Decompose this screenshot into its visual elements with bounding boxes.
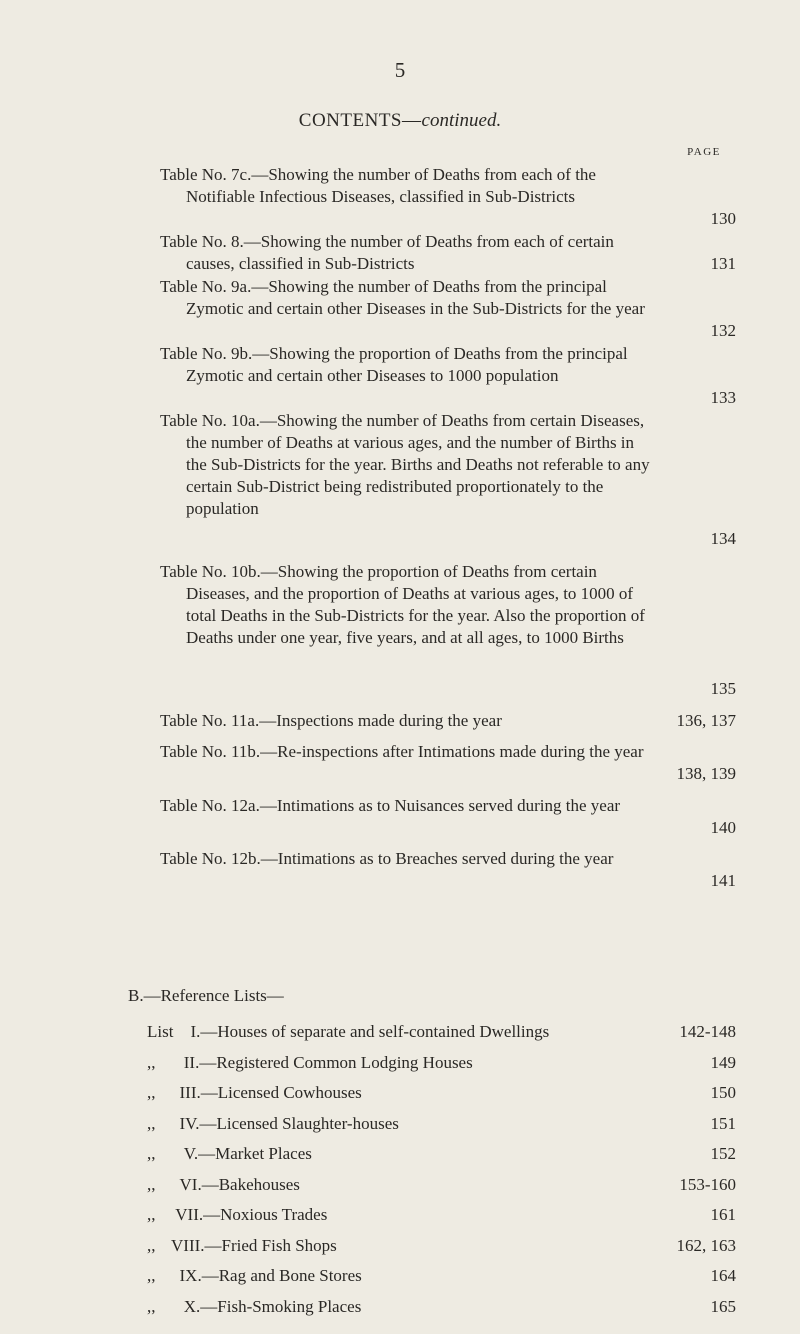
- entry-page: 130: [710, 209, 736, 228]
- entry-text: Table No. 11a.—Inspections made during the year: [160, 711, 502, 730]
- page-column-label: PAGE: [687, 146, 721, 158]
- entry-text: Table No. 7c.—Showing the number of Deaths from each of the Notifiable Infectious Diseases, classified in Sub-Districts: [160, 165, 596, 206]
- entry-page: 141: [710, 871, 736, 890]
- entry-page: 138, 139: [676, 764, 736, 783]
- entry-text: Table No. 11b.—Re-inspections after Intimations made during the year: [160, 742, 644, 761]
- heading-main: CONTENTS—: [298, 110, 422, 131]
- ditto-mark: ,,: [147, 1296, 156, 1316]
- list-page: 152: [710, 1144, 736, 1163]
- ditto-mark: ,,: [147, 1113, 156, 1133]
- list-text: I.—Houses of separate and self-contained Dwellings: [190, 1022, 550, 1041]
- list-page: 164: [710, 1266, 736, 1285]
- list-text: IV.—Licensed Slaughter-houses: [179, 1113, 399, 1133]
- ditto-mark: ,,: [147, 1235, 156, 1255]
- contents-heading: [0, 110, 800, 132]
- list-page: 153-160: [679, 1174, 736, 1194]
- list-page: 149: [710, 1052, 736, 1072]
- ditto-mark: ,,: [147, 1266, 156, 1285]
- entry-page: 134: [710, 529, 736, 548]
- section-heading: B.—Reference Lists—: [128, 986, 284, 1005]
- entry-page: 135: [710, 679, 736, 698]
- list-text: V.—Market Places: [183, 1144, 312, 1163]
- list-text: IX.—Rag and Bone Stores: [179, 1266, 362, 1285]
- entry-text: Table No. 10b.—Showing the proportion of Deaths from certain Diseases, and the proportion of Deaths at various ages, to 1000 of total Deaths in the Sub-Districts for the year. Also the proportion of Deaths under one year, five years, and at all ages, to 1000 Births: [160, 562, 645, 647]
- entry-text: Table No. 8.—Showing the number of Deaths from each of certain causes, classified in Sub-Districts: [160, 232, 614, 273]
- ditto-mark: ,,: [147, 1052, 156, 1072]
- list-text: VI.—Bakehouses: [179, 1174, 300, 1194]
- list-text: VII.—Noxious Trades: [175, 1205, 328, 1224]
- entry-text: Table No. 9a.—Showing the number of Deaths from the principal Zymotic and certain other Diseases in the Sub-Districts for the year: [160, 277, 645, 318]
- entry-page: 131: [710, 254, 736, 273]
- list-text: III.—Licensed Cowhouses: [179, 1083, 362, 1102]
- list-page: 151: [710, 1113, 736, 1133]
- list-page: 142-148: [679, 1022, 736, 1041]
- list-page: 161: [710, 1205, 736, 1224]
- list-text: II.—Registered Common Lodging Houses: [183, 1052, 473, 1072]
- ditto-mark: ,,: [147, 1205, 156, 1224]
- list-prefix: List: [147, 1022, 174, 1041]
- entry-text: Table No. 12a.—Intimations as to Nuisances served during the year: [160, 796, 621, 815]
- list-page: 165: [710, 1296, 736, 1316]
- entry-page: 136, 137: [676, 711, 736, 730]
- entry-text: Table No. 10a.—Showing the number of Deaths from certain Diseases, the number of Deaths at various ages, and the number of Births in the Sub-Districts for the year. Births and Deaths not referable to any certain Sub-District being redistributed proportionately to the population: [160, 411, 650, 518]
- list-text: X.—Fish-Smoking Places: [183, 1296, 362, 1316]
- heading-continued: continued.: [421, 110, 502, 131]
- entry-page: 132: [710, 321, 736, 340]
- ditto-mark: ,,: [147, 1083, 156, 1102]
- ditto-mark: ,,: [147, 1174, 156, 1194]
- list-page: 162, 163: [676, 1235, 736, 1255]
- ditto-mark: ,,: [147, 1144, 156, 1163]
- entry-text: Table No. 12b.—Intimations as to Breaches served during the year: [160, 849, 614, 868]
- entry-page: 140: [710, 818, 736, 837]
- list-page: 150: [710, 1083, 736, 1102]
- list-text: VIII.—Fried Fish Shops: [171, 1235, 337, 1255]
- entry-text: Table No. 9b.—Showing the proportion of Deaths from the principal Zymotic and certain other Diseases to 1000 population: [160, 344, 628, 385]
- page-number: 5: [394, 58, 406, 82]
- entry-page: 133: [710, 388, 736, 407]
